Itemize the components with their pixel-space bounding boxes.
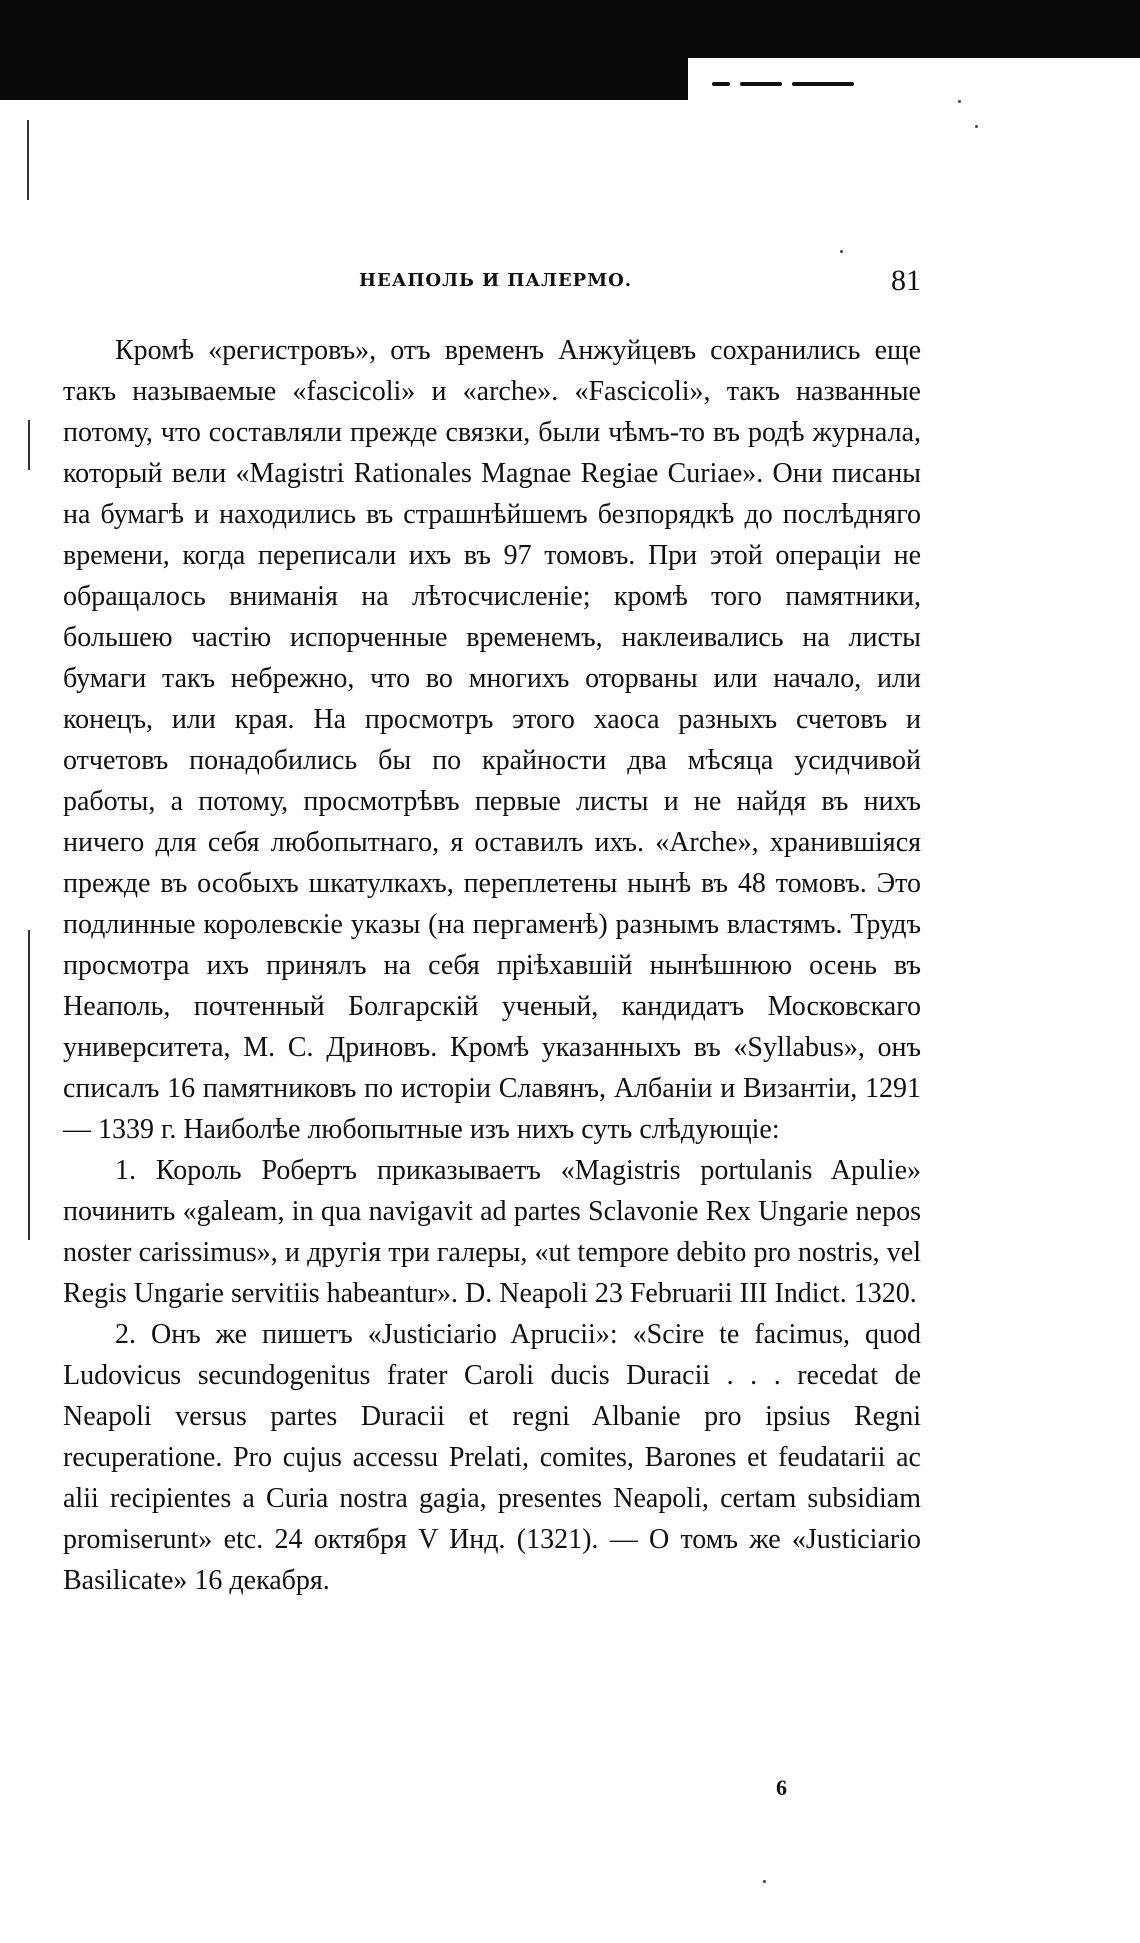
scan-speck [975, 125, 978, 128]
scan-speck [763, 1880, 766, 1883]
scan-speck [840, 250, 843, 253]
signature-mark: 6 [776, 1775, 787, 1800]
paragraph: Кромѣ «регистровъ», отъ временъ Анжуйцевъ сохранились еще такъ называемые «fascicoli» и «arche». «Fascicoli», такъ названные потому, что составляли прежде связки, были чѣмъ-то въ родѣ журнала, который вели «Magistri Rationales Magnae Regiae Curiae». Они писаны на бумагѣ и находились въ страшнѣйшемъ безпорядкѣ до послѣдняго времени, когда переписали ихъ въ 97 томовъ. При этой операціи не обращалось вниманія на лѣтосчисленіе; кромѣ того памятники, большею частію испорченные временемъ, наклеивались на листы бумаги такъ небрежно, что во многихъ оторваны или начало, или конецъ, или края. На просмотръ этого хаоса разныхъ счетовъ и отчетовъ понадобились бы по крайности два мѣсяца усидчивой работы, а потому, просмотрѣвъ первые листы и не найдя въ нихъ ничего для себя любопытнаго, я оставилъ ихъ. «Arche», хранившіяся прежде въ особыхъ шкатулкахъ, переплетены нынѣ въ 48 томовъ. Это подлинные королевскіе указы (на пергаменѣ) разнымъ властямъ. Трудъ просмотра ихъ принялъ на себя пріѣхавшій нынѣшнюю осень въ Неаполь, почтенный Болгарскій ученый, кандидатъ Московскаго университета, М. С. Дриновъ. Кромѣ указанныхъ въ «Syllabus», онъ списалъ 16 памятниковъ по исторіи Славянъ, Албаніи и Византіи, 1291 — 1339 г. Наиболѣе любопытные изъ нихъ суть слѣдующіе: [63, 335, 921, 1145]
body-text [63, 330, 921, 1601]
scan-edge-line [28, 420, 30, 470]
page-number: 81 [891, 264, 921, 297]
paragraph: 1. Король Робертъ приказываетъ «Magistris portulanis Apuliе» починить «galeam, in qua navigavit ad partes Sclavonie Rex Ungarie nepos noster carissimus», и другія три галеры, «ut tempore debito pro nostris, vel Regis Ungarie servitiis habeantur». D. Neapoli 23 Februarii III Indict. 1320. [63, 1155, 921, 1309]
page-header [63, 264, 921, 304]
scan-dash-mark [712, 82, 730, 86]
scan-edge-line [28, 930, 30, 1240]
scan-top-border [0, 0, 1140, 100]
paragraph: 2. Онъ же пишетъ «Justiciario Aprucii»: «Scire te facimus, quod Ludovicus secundogenitus frater Caroli ducis Duracii . . . recedat de Neapoli versus partes Duracii et regni Albanie pro ipsius Regni recuperatione. Pro cujus accessu Prelati, comites, Barones et feudatarii ac alii recipientes a Curia nostra gagia, presentes Neapoli, certam subsidiam promiserunt» etc. 24 октября V Инд. (1321). — О томъ же «Justiciario Basilicate» 16 декабря. [63, 1319, 921, 1596]
scan-dash-mark [792, 82, 854, 86]
running-title: НЕАПОЛЬ И ПАЛЕРМО. [359, 270, 633, 291]
scan-edge-line [27, 120, 29, 200]
scan-speck [958, 100, 961, 103]
scan-border-notch [688, 58, 1140, 100]
scan-dash-mark [740, 82, 782, 86]
